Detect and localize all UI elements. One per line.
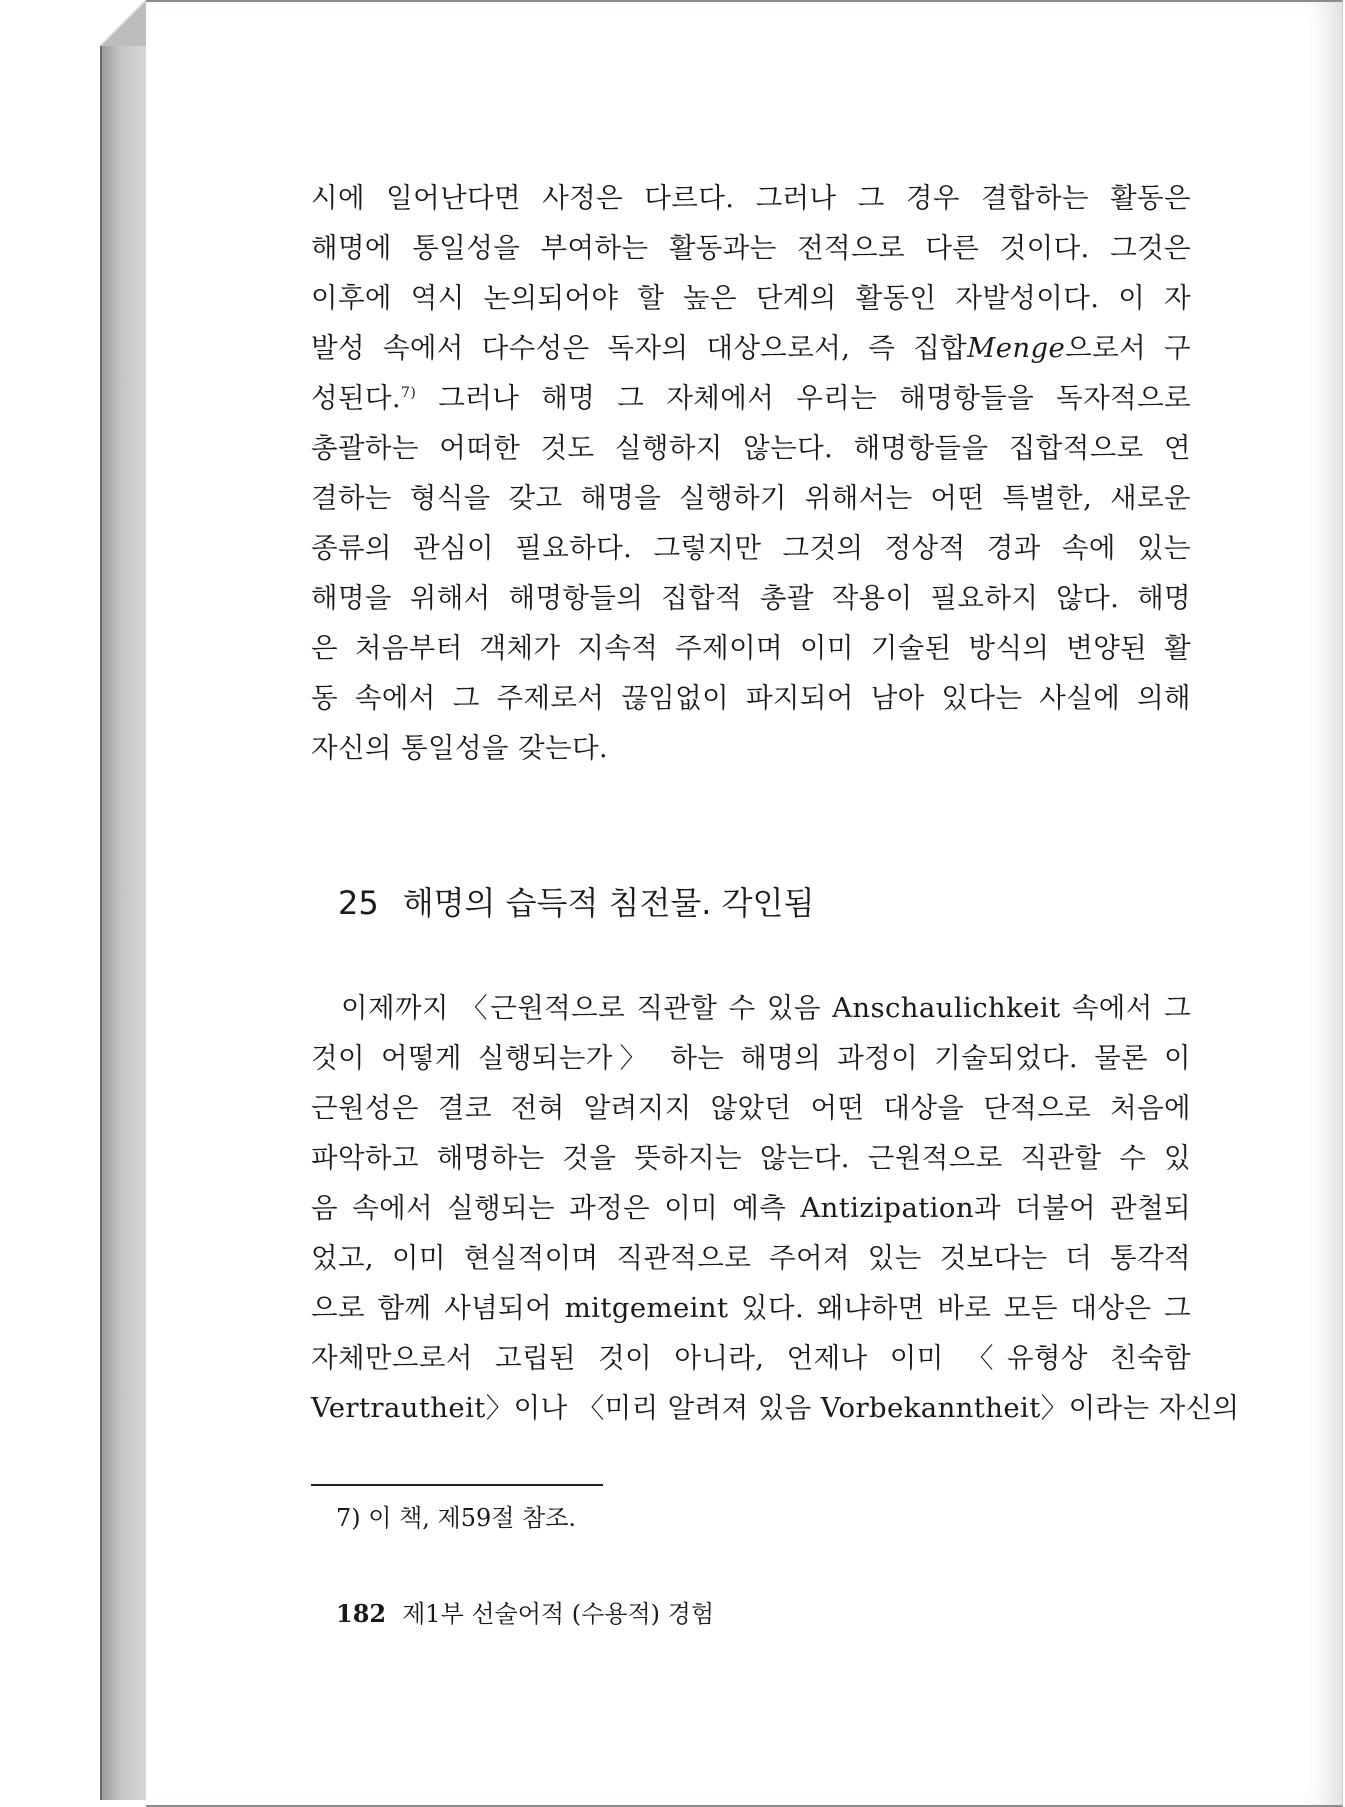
section-title: 해명의 습득적 침전물. 각인됨 [402,884,815,922]
paragraph-1 [311,173,1191,773]
text-segment: 성된다. [311,382,402,414]
text-line: 해명에 통일성을 부여하는 활동과는 전적으로 다른 것이다. 그것은 [311,232,1191,264]
text-line: 자체만으로서 고립된 것이 아니라, 언제나 이미 〈유형상 친숙함 [311,1342,1191,1374]
text-line: 결하는 형식을 갖고 해명을 실행하기 위해서는 어떤 특별한, 새로운 [311,482,1191,514]
text-line [311,323,1191,373]
text-line: 자신의 통일성을 갖는다. [311,732,609,764]
text-line: 근원성은 결코 전혀 알려지지 않았던 어떤 대상을 단적으로 처음에 [311,1092,1191,1124]
text-line: 종류의 관심이 필요하다. 그렇지만 그것의 정상적 경과 속에 있는 [311,532,1191,564]
text-segment: 으로서 구 [1065,332,1191,364]
text-line: 파악하고 해명하는 것을 뜻하지는 않는다. 근원적으로 직관할 수 있 [311,1142,1191,1174]
book-spine [100,22,148,1800]
page-number: 182 [336,1599,387,1628]
text-line: 해명을 위해서 해명항들의 집합적 총괄 작용이 필요하지 않다. 해명 [311,582,1191,614]
text-line: 음 속에서 실행되는 과정은 이미 예측 Antizipation과 더불어 관철되 [311,1192,1191,1224]
section-number: 25 [338,884,379,922]
text-line: 총괄하는 어떠한 것도 실행하지 않는다. 해명항들을 집합적으로 연 [311,432,1191,464]
footnote: 7) 이 책, 제59절 참조. [336,1504,577,1532]
text-line [311,373,1191,423]
text-line: 이제까지 〈근원적으로 직관할 수 있음 Anschaulichkeit 속에서 그 [341,992,1191,1024]
page-footer [336,1594,714,1629]
german-term: Menge [967,332,1066,364]
text-line: 이후에 역시 논의되어야 할 높은 단계의 활동인 자발성이다. 이 자 [311,282,1191,314]
text-line: 었고, 이미 현실적이며 직관적으로 주어져 있는 것보다는 더 통각적 [311,1242,1191,1274]
text-line: Vertrautheit〉이나 〈미리 알려져 있음 Vorbekanntheit〉이라는 자신의 [311,1392,1240,1424]
text-line: 것이 어떻게 실행되는가〉 하는 해명의 과정이 기술되었다. 물론 이 [311,1042,1191,1074]
text-segment: 그러나 해명 그 자체에서 우리는 해명항들을 독자적으로 [416,382,1191,414]
text-line: 으로 함께 사념되어 mitgemeint 있다. 왜냐하면 바로 모든 대상은 그 [311,1292,1191,1324]
book-corner [100,0,146,46]
text-line: 시에 일어난다면 사정은 다르다. 그러나 그 경우 결합하는 활동은 [311,182,1191,214]
footnote-divider [311,1484,603,1486]
text-line: 은 처음부터 객체가 지속적 주제이며 이미 기술된 방식의 변양된 활 [311,632,1191,664]
section-heading [338,878,814,924]
text-line: 동 속에서 그 주제로서 끊임없이 파지되어 남아 있다는 사실에 의해 [311,682,1191,714]
footnote-marker: 7) [401,384,417,401]
book-page [146,0,1343,1807]
paragraph-2 [311,983,1240,1433]
running-title: 제1부 선술어적 (수용적) 경험 [402,1600,715,1628]
text-segment: 발성 속에서 다수성은 독자의 대상으로서, 즉 집합 [311,332,968,364]
